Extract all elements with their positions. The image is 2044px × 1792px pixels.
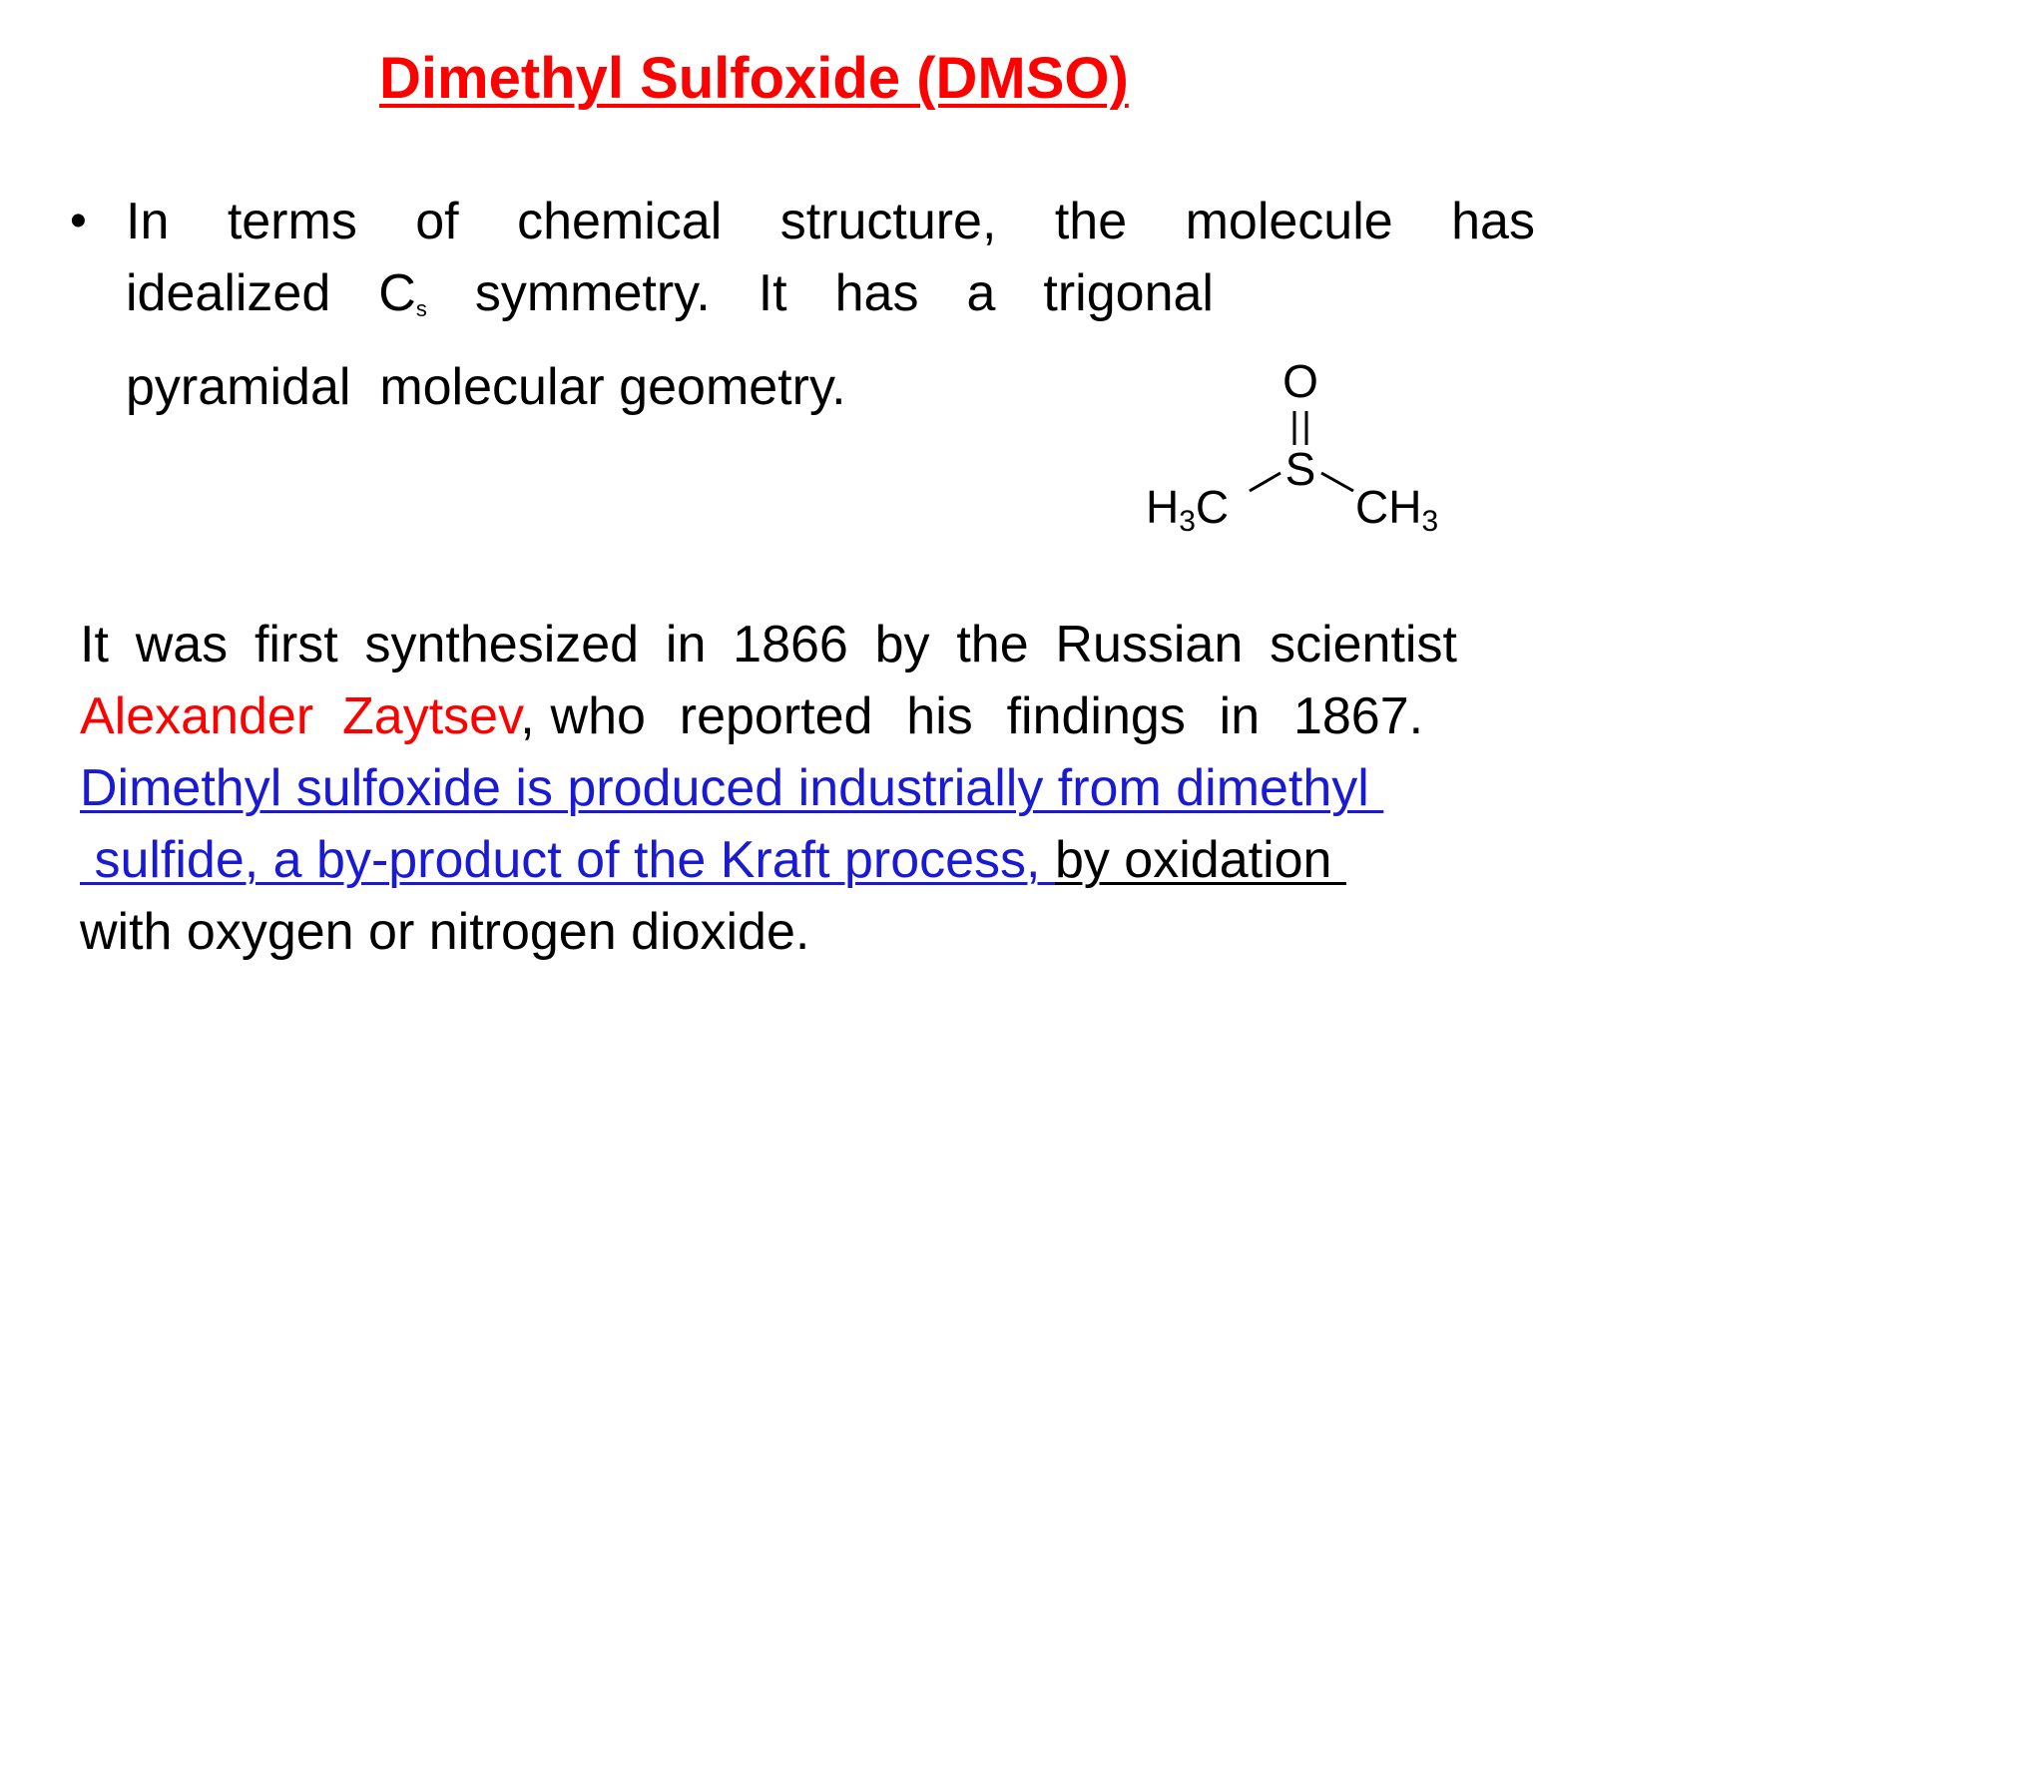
word: by (874, 616, 930, 673)
paragraph-line-1 (80, 609, 1457, 680)
oxidation-text: by oxidation (1054, 831, 1346, 889)
bond-left (1250, 473, 1280, 491)
bond-right (1321, 473, 1353, 491)
word: the (1054, 193, 1128, 250)
methyl-left: H3C (1146, 481, 1230, 538)
word: It (80, 616, 109, 673)
word: his (906, 687, 973, 745)
word: Russian (1055, 616, 1244, 673)
word: In (126, 193, 170, 250)
word: trigonal (1043, 264, 1214, 322)
word: terms (227, 193, 357, 250)
word: findings (1006, 687, 1186, 745)
paragraph-line-4 (80, 824, 1457, 896)
word: 1866 (733, 616, 848, 673)
symmetry-subscript: s (415, 296, 427, 321)
word: has (1451, 193, 1535, 250)
bullet-marker: • (70, 195, 87, 247)
methyl-right: CH3 (1355, 481, 1439, 538)
word: a (966, 264, 996, 322)
word: the (956, 616, 1029, 673)
paragraph-line-3 (80, 752, 1457, 824)
bullet-line-1 (126, 186, 1535, 257)
word: It (758, 264, 787, 322)
bullet-line-2 (126, 257, 1214, 345)
scientist-with-comma (80, 680, 535, 752)
word: was (135, 616, 229, 673)
word: synthesized (364, 616, 640, 673)
word: of (415, 193, 459, 250)
bullet-line-3: pyramidal molecular geometry. (126, 358, 846, 416)
word: in (665, 616, 707, 673)
word: scientist (1270, 616, 1457, 673)
production-link-part-2[interactable]: sulfide, a by-product of the Kraft process, (80, 831, 1055, 889)
word: who (550, 687, 646, 745)
word: structure, (779, 193, 997, 250)
paragraph-line-2 (80, 680, 1457, 752)
history-paragraph (80, 609, 1457, 968)
word: in (1219, 687, 1261, 745)
paragraph-line-5: with oxygen or nitrogen dioxide. (80, 903, 810, 961)
word: has (834, 264, 919, 322)
production-link-part-1[interactable]: Dimethyl sulfoxide is produced industrially from dimethyl (80, 759, 1384, 817)
sulfur-atom: S (1284, 443, 1316, 495)
comma: , (520, 687, 535, 745)
dmso-structure-diagram (1138, 349, 1477, 549)
word: 1867. (1292, 687, 1424, 745)
word: symmetry. (474, 264, 711, 322)
word: molecule (1185, 193, 1393, 250)
slide-title: Dimethyl Sulfoxide (DMSO) (379, 46, 1129, 111)
word: first (254, 616, 338, 673)
word: chemical (517, 193, 723, 250)
symmetry-symbol: Cs (378, 264, 427, 322)
oxygen-atom: O (1282, 355, 1318, 407)
scientist-name: Alexander Zaytsev (80, 687, 521, 745)
word: reported (679, 687, 873, 745)
word: idealized (126, 264, 331, 322)
